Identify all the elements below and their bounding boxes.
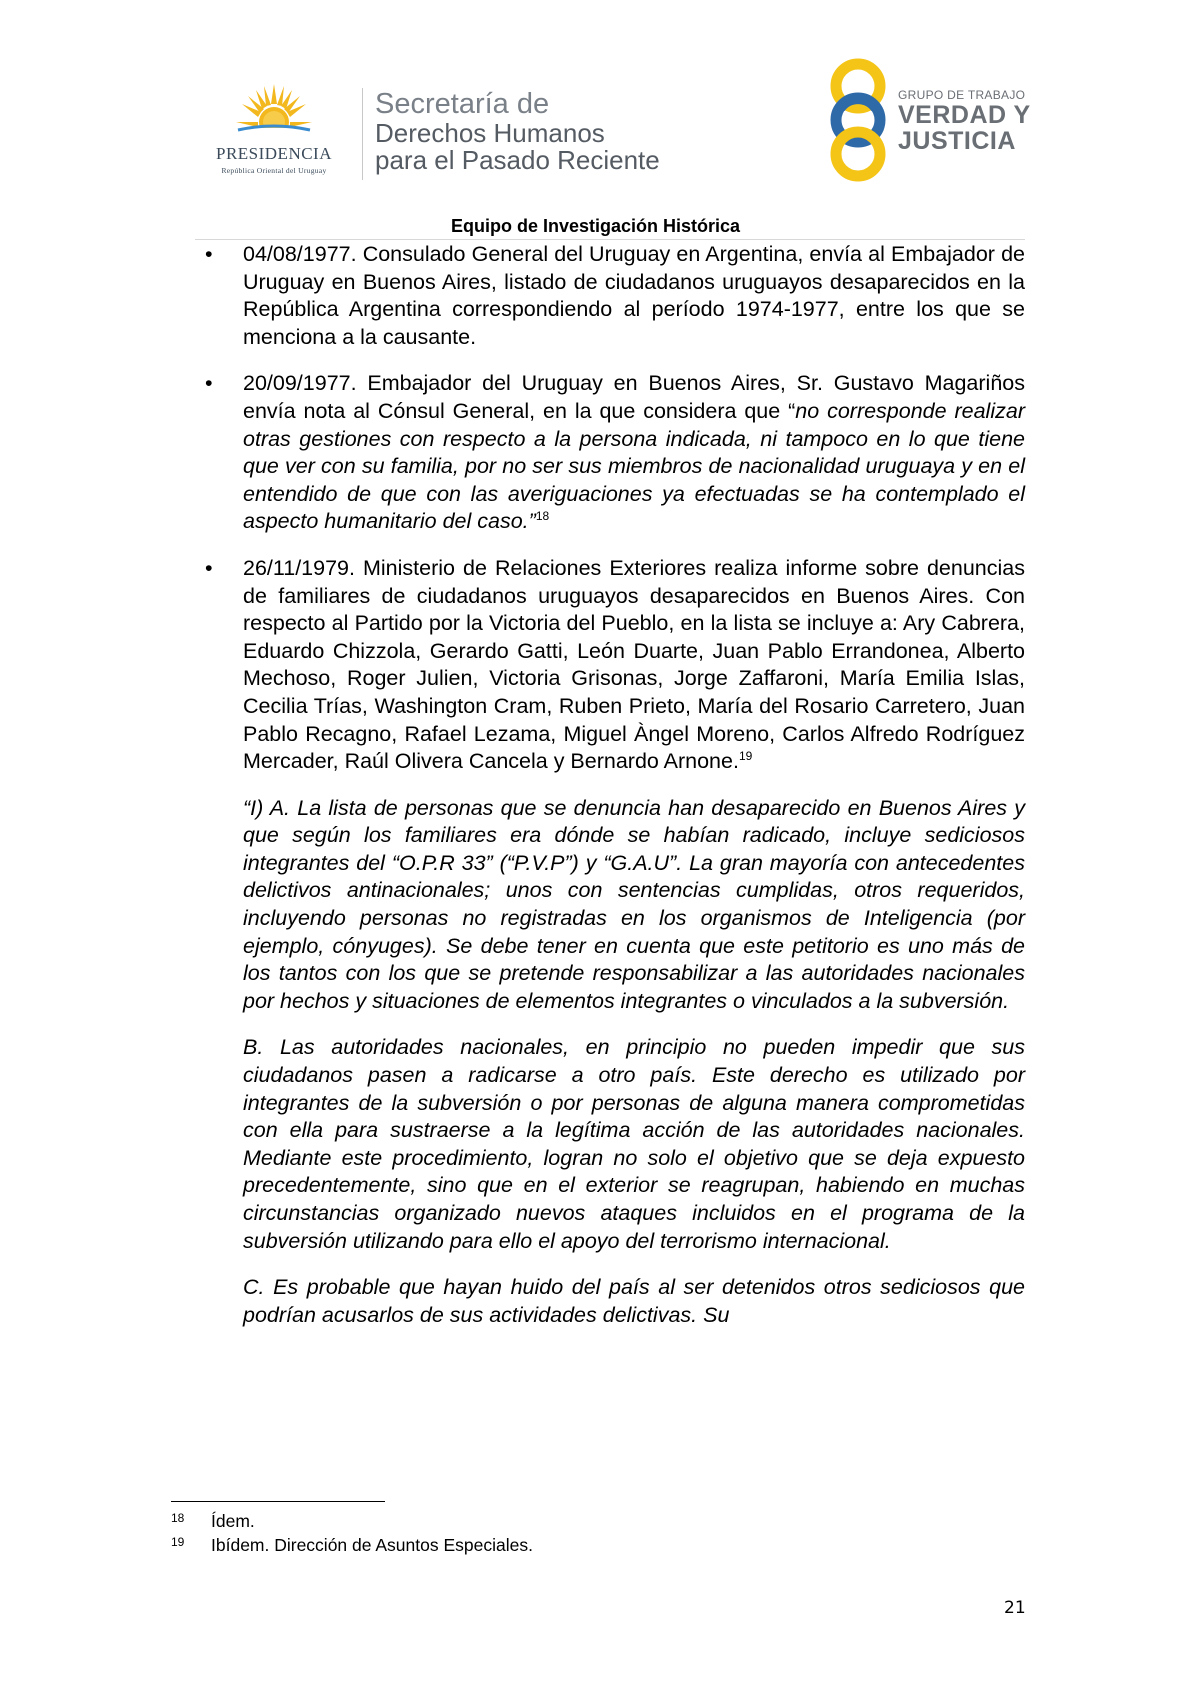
- grupo-title-line-2: JUSTICIA: [898, 127, 1016, 155]
- list-item: [205, 241, 1025, 351]
- footnote-19: [171, 1533, 991, 1557]
- presidencia-logo: [194, 82, 354, 182]
- item-text: 20/09/1977. Embajador del Uruguay en Buenos Aires, Sr. Gustavo Magariños envía nota al Cónsul General, en la que considera que “: [243, 371, 1025, 423]
- secretaria-line-1: Secretaría de: [375, 88, 550, 120]
- footnote-number: 19: [171, 1535, 185, 1549]
- presidencia-subtitle: República Oriental del Uruguay: [221, 166, 327, 175]
- quote-paragraph-a: “I) A. La lista de personas que se denuncia han desaparecido en Buenos Aires y que según los familiares era dónde se habían radicado, incluye sediciosos integrantes del “O.P.R 33” (“P.V.P”) y “G.A.U”. La gran mayoría con antecedentes delictivos antinacionales; unos con sentencias cumplidas, otros requeridos, incluyendo personas no registradas en los organismos de Inteligencia (por ejemplo, cónyuges). Se debe tener en cuenta que este petitorio es uno más de los tantos con los que se pretende responsabilizar a las autoridades nacionales por hechos y situaciones de elementos integrantes o vinculados a la subversión.: [243, 795, 1025, 1013]
- footnote-text: Ídem.: [211, 1511, 255, 1531]
- item-quoted-text: no corresponde realizar otras gestiones con respecto a la persona indicada, ni tampoco en lo que tiene que ver con su familia, por no ser sus miembros de nacionalidad uruguaya y en el entendido de que con las averiguaciones ya efectuadas se ha contemplado el aspecto humanitario del caso.”: [243, 398, 1025, 534]
- bullet: •: [205, 555, 213, 580]
- bullet: •: [205, 242, 213, 266]
- list-item: [205, 370, 1025, 536]
- presidencia-name: PRESIDENCIA: [215, 144, 332, 163]
- secretaria-logo: [375, 88, 660, 174]
- secretaria-line-2: Derechos Humanos: [375, 118, 605, 148]
- team-title: Equipo de Investigación Histórica: [450, 216, 741, 236]
- footnote-text: Ibídem. Dirección de Asuntos Especiales.: [211, 1535, 533, 1555]
- item-text: 26/11/1979. Ministerio de Relaciones Exteriores realiza informe sobre denuncias de familiares de ciudadanos uruguayos desaparecidos en Buenos Aires. Con respecto al Partido por la Victoria del Pueblo, en la lista se incluye a: Ary Cabrera, Eduardo Chizzola, Gerardo Gatti, León Duarte, Juan Pablo Errandonea, Alberto Mechoso, Roger Julien, Victoria Grisonas, Jorge Zaffaroni, María Emilia Islas, Cecilia Trías, Washington Cram, Ruben Prieto, María del Rosario Carretero, Juan Pablo Recagno, Rafael Lezama, Miguel Àngel Moreno, Carlos Alfredo Rodríguez Mercader, Raúl Olivera Cancela y Bernardo Arnone.: [243, 555, 1025, 774]
- grupo-small-label: GRUPO DE TRABAJO: [898, 88, 1026, 102]
- footnote-ref-18[interactable]: 18: [535, 509, 550, 524]
- page-number: 21: [1004, 1598, 1026, 1618]
- footnote-rule: [171, 1501, 385, 1502]
- footnotes: [171, 1509, 991, 1557]
- footnote-ref-19[interactable]: 19: [738, 748, 753, 763]
- grupo-title-line-1: VERDAD Y: [898, 101, 1031, 129]
- footnote-18: [171, 1509, 991, 1533]
- logo-divider: [362, 88, 363, 180]
- page-header: [0, 0, 1191, 236]
- quote-paragraph-b: B. Las autoridades nacionales, en principio no pueden impedir que sus ciudadanos pasen a radicarse a otro país. Este derecho es utilizado por integrantes de la subversión o por personas de alguna manera comprometidas con ella para sustraerse a la legítima acción de las autoridades nacionales. Mediante este procedimiento, logran no solo el objetivo que se deja expuesto precedentemente, sino que en el exterior se reagrupan, habiendo en muchas circunstancias organizado nuevos ataques incluidos en el programa de la subversión utilizando para ello el apoyo del terrorismo internacional.: [243, 1035, 1025, 1253]
- grupo-title: [898, 102, 1031, 154]
- header-rule: [195, 239, 1025, 240]
- quote-paragraph-c: C. Es probable que hayan huido del país al ser detenidos otros sediciosos que podrían acusarlos de sus actividades delictivas. Su: [243, 1275, 1025, 1327]
- sun-icon: [234, 82, 314, 142]
- bullet: •: [205, 371, 213, 396]
- document-body: [205, 241, 1025, 1348]
- secretaria-line-3: para el Pasado Reciente: [375, 145, 660, 175]
- grupo-verdad-justicia-logo: [822, 58, 1042, 182]
- list-item: [205, 555, 1025, 776]
- item-text: 04/08/1977. Consulado General del Uruguay en Argentina, envía al Embajador de Uruguay en Buenos Aires, listado de ciudadanos uruguayos desaparecidos en la República Argentina correspondiendo al período 1974-1977, entre los que se menciona a la causante.: [243, 242, 1025, 349]
- linked-rings-icon: [822, 58, 894, 182]
- footnote-number: 18: [171, 1511, 185, 1525]
